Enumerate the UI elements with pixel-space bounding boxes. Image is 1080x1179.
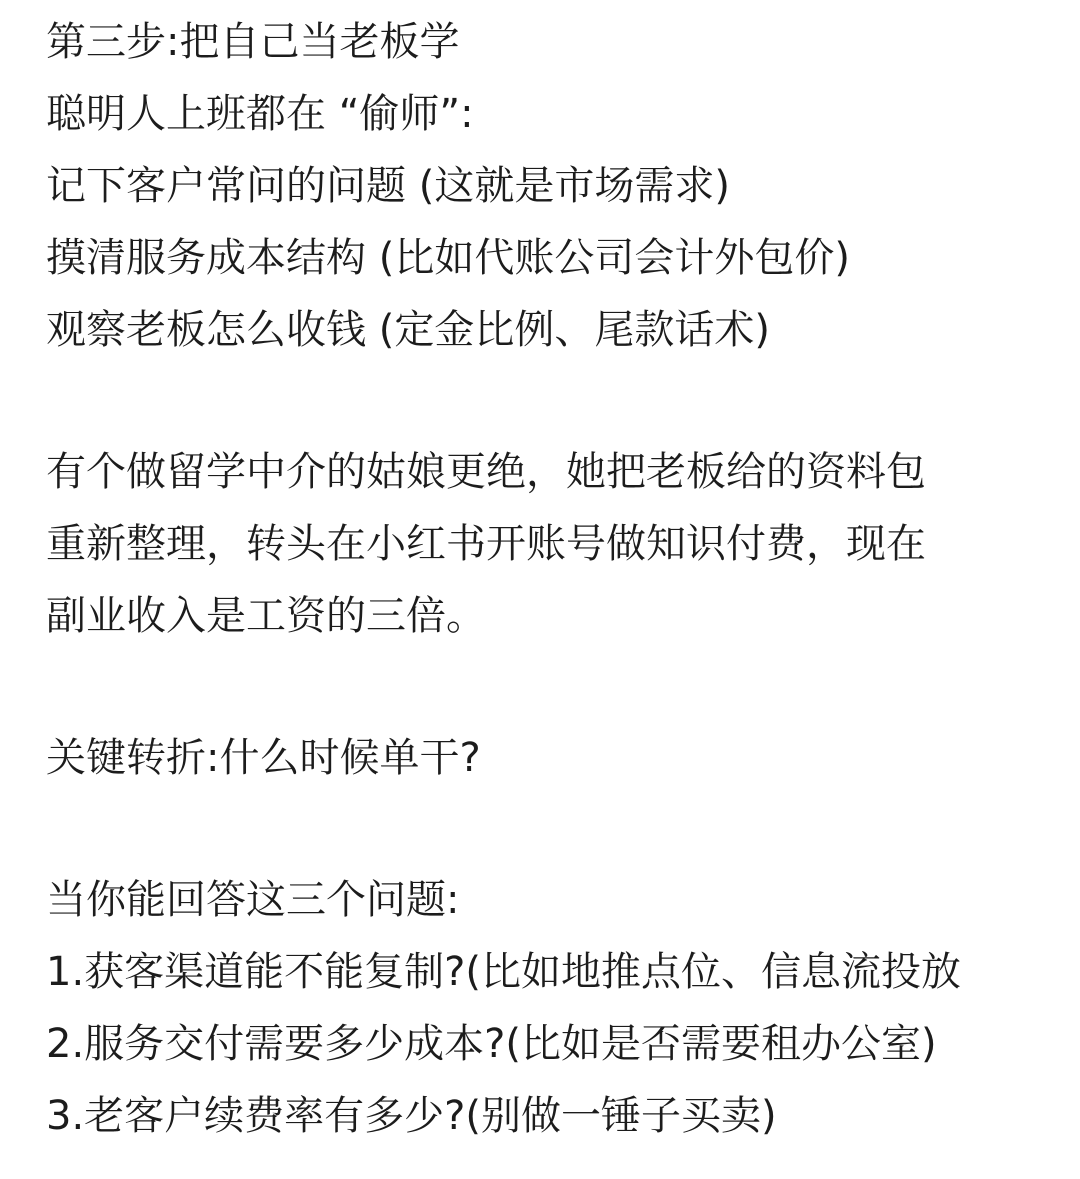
- step-three-heading: 第三步:把自己当老板学: [46, 19, 460, 65]
- text-line: 聪明人上班都在 “偷师”:: [46, 91, 474, 137]
- section-turning-point: [46, 722, 1066, 794]
- text-line: 有个做留学中介的姑娘更绝，她把老板给的资料包: [46, 449, 926, 495]
- section-example: [46, 436, 1066, 652]
- questions-intro: 当你能回答这三个问题:: [46, 877, 460, 923]
- text-line: 副业收入是工资的三倍。: [46, 593, 486, 639]
- paragraph-gap: [46, 366, 1066, 436]
- turning-point-heading: 关键转折:什么时候单干?: [46, 735, 481, 781]
- article-body: [46, 6, 1066, 1152]
- text-line: 记下客户常问的问题 (这就是市场需求): [46, 163, 730, 209]
- text-line: 观察老板怎么收钱 (定金比例、尾款话术): [46, 307, 770, 353]
- text-line: 摸清服务成本结构 (比如代账公司会计外包价): [46, 235, 850, 281]
- question-item: 2.服务交付需要多少成本?(比如是否需要租办公室): [46, 1021, 937, 1067]
- section-step-three: [46, 6, 1066, 366]
- question-item: 3.老客户续费率有多少?(别做一锤子买卖): [46, 1093, 777, 1139]
- paragraph-gap: [46, 652, 1066, 722]
- text-line: 重新整理，转头在小红书开账号做知识付费，现在: [46, 521, 926, 567]
- question-item: 1.获客渠道能不能复制?(比如地推点位、信息流投放: [46, 949, 961, 995]
- paragraph-gap: [46, 794, 1066, 864]
- section-questions: [46, 864, 1066, 1152]
